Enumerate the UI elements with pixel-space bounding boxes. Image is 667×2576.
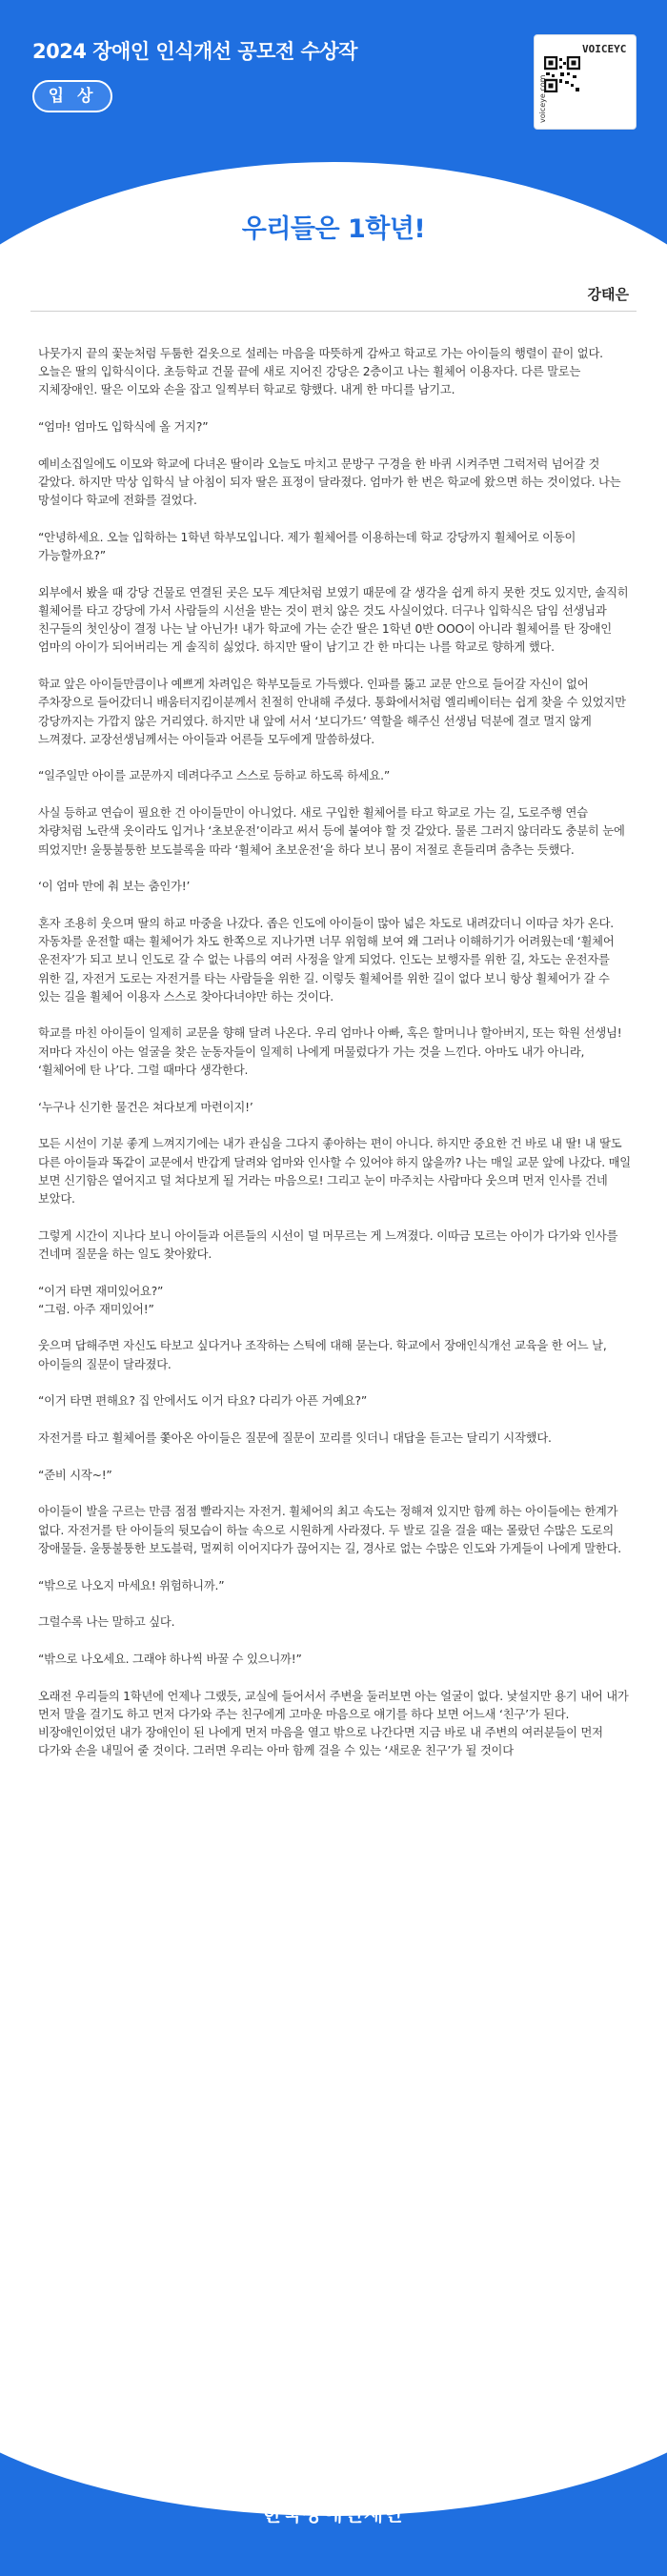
foundation-logo: 한국장애인재단 <box>262 2503 405 2525</box>
qr-code-icon <box>544 56 580 92</box>
paragraph: “일주일만 아이를 교문까지 데려다주고 스스로 등하교 하도록 하세요.” <box>38 769 391 783</box>
contest-title: 2024 장애인 인식개선 공모전 수상작 <box>32 40 357 63</box>
paragraph: “밖으로 나오지 마세요! 위험하니까.” <box>38 1578 225 1592</box>
paragraph: ‘누구나 신기한 물건은 쳐다보게 마련이지!’ <box>38 1100 253 1114</box>
voiceye-code-logo <box>534 34 637 130</box>
paragraph: 그럴수록 나는 말하고 싶다. <box>38 1615 175 1630</box>
paragraph: “엄마! 엄마도 입학식에 올 거지?” <box>38 420 209 435</box>
paragraph: “이거 타면 편해요? 집 안에서도 이거 타요? 다리가 아픈 거예요?” <box>38 1394 367 1409</box>
paragraph: “준비 시작~!” <box>38 1468 112 1482</box>
paragraph: 아이들이 발을 구르는 만큼 점점 빨라지는 자전거. 휠체어의 최고 속도는 정해져 있지만 함께 하는 아이들에는 한계가 없다. 자전거를 탄 아이들의 뒷모습이 하늘 속으로 시원하게 사라졌다. 두 발로 길을 걸을 때는 몰랐던 수많은 도로의 장애물들. 울퉁불퉁한 보도블럭, 멀찌히 이어지다가 끊어지는 길, 경사로 없는 수많은 인도와 가게들이 나에게 말한다. <box>38 1505 621 1555</box>
voiceye-site-label: voiceye.com <box>538 74 547 123</box>
paragraph: “그럼. 아주 재미있어!” <box>38 1302 154 1316</box>
paragraph: 자전거를 타고 휠체어를 쫓아온 아이들은 질문에 질문이 꼬리를 잇더니 대답을 듣고는 달리기 시작했다. <box>38 1431 552 1446</box>
essay-body <box>38 345 631 1779</box>
paragraph: “안녕하세요. 오늘 입학하는 1학년 학부모입니다. 제가 휠체어를 이용하는데 학교 강당까지 휠체어로 이동이 가능할까요?” <box>38 530 576 563</box>
paragraph: “밖으로 나오세요. 그래야 하나씩 바꿀 수 있으니까!” <box>38 1652 302 1666</box>
paragraph: 학교를 마친 아이들이 일제히 교문을 향해 달려 나온다. 우리 엄마나 아빠, 혹은 할머니나 할아버지, 또는 학원 선생님! 저마다 자신이 아는 얼굴을 찾은 눈동자들이 일제히 나에게 머물렀다가 가는 것을 느낀다. 아마도 내가 아니라, ‘휠체어에 탄 나’다. 그럴 때마다 생각한다. <box>38 1026 622 1077</box>
paragraph: 웃으며 답해주면 자신도 타보고 싶다거나 조작하는 스틱에 대해 묻는다. 학교에서 장애인식개선 교육을 한 어느 날, 아이들의 질문이 달라졌다. <box>38 1339 607 1371</box>
divider <box>30 311 637 312</box>
paragraph: 학교 앞은 아이들만큼이나 예쁘게 차려입은 학부모들로 가득했다. 인파를 뚫고 교문 안으로 들어갈 자신이 없어 주차장으로 들어갔더니 배움터지킴이분께서 친절히 안내해 주셨다. 통화에서처럼 엘리베이터는 쉽게 찾을 수 있었지만 강당까지는 가깝지 않은 거리였다. 하지만 내 앞에 서서 ‘보디가드’ 역할을 해주신 선생님 덕분에 결코 멀지 않게 느껴졌다. 교장선생님께서는 아이들과 어른들 모두에게 말씀하셨다. <box>38 678 626 746</box>
author-name: 강태은 <box>587 286 629 303</box>
paragraph: 외부에서 봤을 때 강당 건물로 연결된 곳은 모두 계단처럼 보였기 때문에 갈 생각을 쉽게 하지 못한 것도 있지만, 솔직히 휠체어를 타고 강당에 가서 사람들의 시선을 받는 것이 편치 않은 것도 사실이었다. 더구나 입학식은 담임 선생님과 친구들의 첫인상이 결정 나는 날 아닌가! 내가 학교에 가는 순간 딸은 1학년 0반 OOO이 아니라 휠체어를 탄 장애인 엄마의 아이가 되어버리는 게 솔직히 싫었다. 하지만 딸이 남기고 간 한 마디는 나를 학교로 향하게 했다. <box>38 585 629 655</box>
paragraph: 나뭇가지 끝의 꽃눈처럼 두툼한 겉옷으로 설레는 마음을 따뜻하게 감싸고 학교로 가는 아이들의 행렬이 끝이 없다. 오늘은 딸의 입학식이다. 초등학교 건물 끝에 새로 지어진 강당은 2층이고 나는 휠체어 이용자다. 다른 말로는 지체장애인. 딸은 이모와 손을 잡고 일찍부터 학교로 향했다. 내게 한 마디를 남기고. <box>38 347 603 397</box>
paragraph: “이거 타면 재미있어요?” <box>38 1284 164 1298</box>
paragraph: 모든 시선이 기분 좋게 느껴지기에는 내가 관심을 그다지 좋아하는 편이 아니다. 하지만 중요한 건 바로 내 딸! 내 딸도 다른 아이들과 똑같이 교문에서 반갑게 달려와 엄마와 인사할 수 있어야 하지 않을까? 나는 매일 교문 앞에 나갔다. 매일 보면 신기함은 옅어지고 덜 쳐다보게 될 거라는 마음으로! 그리고 눈이 마주치는 사람마다 웃으며 먼저 인사를 건네 보았다. <box>38 1137 631 1206</box>
voiceye-wordmark: VOICEYC <box>582 43 627 55</box>
paragraph: 혼자 조용히 웃으며 딸의 하교 마중을 나갔다. 좁은 인도에 아이들이 많아 넓은 차도로 내려갔더니 이따금 차가 온다. 자동차를 운전할 때는 휠체어가 차도 한쪽으로 지나가면 너무 위험해 보여 왜 그러나 이해하기가 어려웠는데 ‘휠체어 운전자’가 되고 보니 인도로 갈 수 없는 나름의 여러 사정을 알게 되었다. 인도는 보행자를 위한 길, 차도는 운전자를 위한 길, 자전거 도로는 자전거를 타는 사람들을 위한 길. 이렇듯 휠체어를 위한 길이 없다 보니 항상 휠체어가 갈 수 있는 길을 휠체어 이용자 스스로 찾아다녀야만 하는 것이다. <box>38 916 615 1004</box>
paragraph: 그렇게 시간이 지나다 보니 아이들과 어른들의 시선이 덜 머무르는 게 느껴졌다. 이따금 모르는 아이가 다가와 인사를 건네며 질문을 하는 일도 찾아왔다. <box>38 1228 618 1261</box>
paragraph: 사실 등하교 연습이 필요한 건 아이들만이 아니었다. 새로 구입한 휠체어를 타고 학교로 가는 길, 도로주행 연습 차량처럼 노란색 옷이라도 입거나 ‘초보운전’이라고 써서 등에 붙여야 할 것 같았다. 물론 그러지 않더라도 충분히 눈에 띄었지만! 울퉁불퉁한 보도블록을 따라 ‘휠체어 초보운전’을 하다 보니 몸이 저절로 흔들리며 춤추는 듯했다. <box>38 806 625 857</box>
award-badge: 입 상 <box>32 80 112 112</box>
paragraph: 예비소집일에도 이모와 학교에 다녀온 딸이라 오늘도 마치고 문방구 구경을 한 바퀴 시켜주면 그럭저럭 넘어갈 것 같았다. 하지만 막상 입학식 날 아침이 되자 딸은 표정이 달라졌다. 엄마가 한 번은 학교에 왔으면 하는 것이었다. 나는 망설이다 학교에 전화를 걸었다. <box>38 456 621 508</box>
essay-title: 우리들은 1학년! <box>241 214 426 244</box>
paragraph: ‘이 엄마 만에 춰 보는 춤인가!’ <box>38 880 191 894</box>
paragraph: 오래전 우리들의 1학년에 언제나 그랬듯, 교실에 들어서서 주변을 둘러보면 아는 얼굴이 없다. 낯설지만 용기 내어 내가 먼저 말을 걸기도 하고 먼저 다가와 주는 친구에게 고마운 마음으로 얘기를 하다 보면 어느새 ‘친구’가 된다. 비장애인이었던 내가 장애인이 된 나에게 먼저 마음을 열고 밖으로 나간다면 지금 바로 내 주변의 여러분들이 먼저 다가와 손을 내밀어 줄 것이다. 그러면 우리는 아마 함께 걸을 수 있는 ‘새로운 친구’가 될 것이다 <box>38 1689 629 1758</box>
footer-curve-decoration <box>0 2325 667 2516</box>
